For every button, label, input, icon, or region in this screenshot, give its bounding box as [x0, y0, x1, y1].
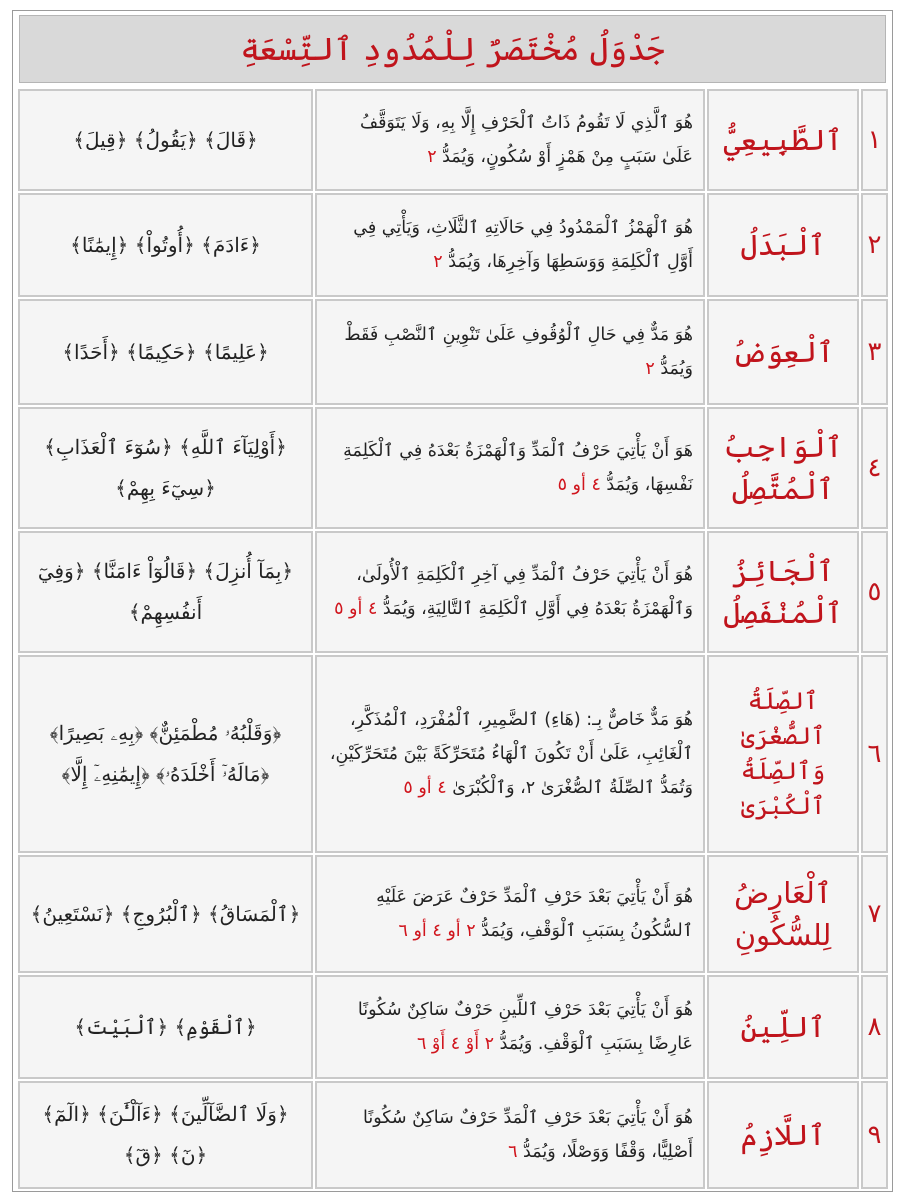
row-number-cell [861, 299, 888, 405]
madd-name: ٱلْعِوَضُ [732, 334, 834, 369]
examples-cell [18, 531, 313, 653]
examples-text: ﴿بِمَآ أُنزِلَ﴾ ﴿قَالُوٓاْ ءَامَنَّا﴾ ﴿وَفِيٓ أَنفُسِهِمْ﴾ [37, 559, 294, 624]
madd-name: ٱلطَّبِيعِيُّ [723, 122, 843, 157]
madd-name-cell [707, 299, 859, 405]
row-number-cell [861, 89, 888, 191]
examples-cell [18, 1081, 313, 1189]
madd-name: ٱلْبَدَلُ [740, 227, 826, 262]
count-values: ٢ [433, 252, 443, 272]
examples-cell [18, 299, 313, 405]
definition-cell [315, 1081, 705, 1189]
row-number-cell [861, 975, 888, 1079]
definition-cell [315, 975, 705, 1079]
madd-name-cell [707, 407, 859, 529]
row-number-cell [861, 1081, 888, 1189]
examples-cell [18, 655, 313, 853]
examples-cell [18, 407, 313, 529]
page-title: جَدْوَلُ مُخْتَصَرٌ لِلْمُدُودِ ٱلتِّسْعَةِ [240, 30, 665, 68]
table-row [18, 655, 888, 853]
row-number: ٨ [867, 1012, 882, 1042]
row-number-cell [861, 407, 888, 529]
row-number: ٤ [867, 453, 882, 483]
table-row [18, 855, 888, 973]
count-values: ٢ أَوْ ٤ أَوْ ٦ [416, 1034, 495, 1054]
table-row [18, 1081, 888, 1189]
definition-text: هُوَ أَنْ يَأْتِيَ بَعْدَ حَرْفِ ٱلْمَدِّ حَرْفٌ عَرَضَ عَلَيْهِ ٱلسُّكُونُ بِسَبَبِ ٱلْوَقْفِ، وَيُمَدُّ [376, 886, 693, 941]
madd-name-cell [707, 89, 859, 191]
examples-text: ﴿عَلِيمًا﴾ ﴿حَكِيمًا﴾ ﴿أَحَدًا﴾ [62, 339, 269, 364]
row-number: ٦ [867, 739, 882, 769]
definition-cell [315, 299, 705, 405]
madd-table [18, 89, 888, 1189]
madd-name-cell [707, 531, 859, 653]
table-row [18, 193, 888, 297]
madd-name: ٱلْوَاجِبُ ٱلْمُتَّصِلُ [723, 429, 843, 506]
table-row [18, 407, 888, 529]
madd-name: ٱلْعَارِضُ لِلسُّكُونِ [734, 875, 832, 952]
definition-text: هُوَ أَنْ يَأْتِيَ بَعْدَ حَرْفِ ٱللِّينِ حَرْفٌ سَاكِنٌ سُكُونًا عَارِضًا بِسَبَبِ ٱلْوَقْفِ. وَيُمَدُّ [357, 999, 693, 1054]
count-values: ٦ [508, 1142, 518, 1162]
row-number: ٥ [867, 577, 882, 607]
definition-text: هُوَ أَنْ يَأْتِيَ حَرْفُ ٱلْمَدِّ فِي آخِرِ ٱلْكَلِمَةِ ٱلْأُولَىٰ، وَٱلْهَمْزَةُ بَعْدَهُ فِي أَوَّلِ ٱلْكَلِمَةِ ٱلتَّالِيَةِ، وَيُمَدُّ [356, 564, 693, 619]
examples-cell [18, 975, 313, 1079]
definition-cell [315, 407, 705, 529]
definition-cell [315, 89, 705, 191]
examples-text: ﴿وَلَا ٱلضَّآلِّينَ﴾ ﴿ءَآلْـَٰٔنَ﴾ ﴿الٓمٓ﴾ ﴿نٓ﴾ ﴿قٓ﴾ [42, 1102, 289, 1167]
definition-cell [315, 855, 705, 973]
row-number: ٣ [867, 337, 882, 367]
count-values: ٤ أو ٥ [334, 599, 378, 619]
row-number-cell [861, 193, 888, 297]
definition-text: هُوَ ٱلَّذِي لَا تَقُومُ ذَاتُ ٱلْحَرْفِ إِلَّا بِهِ، وَلَا يَتَوَقَّفُ عَلَىٰ سَبَبٍ مِنْ هَمْزٍ أَوْ سُكُونٍ، وَيُمَدُّ [359, 112, 693, 167]
definition-cell [315, 193, 705, 297]
examples-text: ﴿وَقَلْبُهُۥ مُطْمَئِنٌّ﴾ ﴿بِهِۦ بَصِيرًا﴾ ﴿مَالَهُۥٓ أَخْلَدَهُۥ﴾ ﴿إِيمَٰنِهِۦٓ إِلَّا﴾ [49, 721, 282, 786]
table-row [18, 975, 888, 1079]
madd-name-cell [707, 193, 859, 297]
definition-text: هُوَ ٱلْهَمْزُ ٱلْمَمْدُودُ فِي حَالَاتِهِ ٱلثَّلَاثِ، وَيَأْتِي فِي أَوَّلِ ٱلْكَلِمَةِ وَوَسَطِهَا وَآخِرِهَا، وَيُمَدُّ [353, 217, 693, 272]
examples-text: ﴿ءَادَمَ﴾ ﴿أُوتُواْ﴾ ﴿إِيمَٰنًا﴾ [70, 232, 261, 257]
madd-name-cell [707, 975, 859, 1079]
examples-text: ﴿أَوْلِيَآءَ ٱللَّهِ﴾ ﴿سُوٓءَ ٱلْعَذَابِ﴾ ﴿سِيٓءَ بِهِمْ﴾ [44, 435, 287, 500]
table-row [18, 299, 888, 405]
madd-name: ٱلْجَائِزُ ٱلْمُنْفَصِلُ [723, 553, 843, 630]
definition-text: هُوَ مَدٌّ فِي حَالِ ٱلْوُقُوفِ عَلَىٰ تَنْوِينِ ٱلنَّصْبِ فَقَطْ وَيُمَدُّ [344, 324, 693, 379]
count-values: ٢ [427, 147, 437, 167]
examples-cell [18, 855, 313, 973]
examples-cell [18, 193, 313, 297]
madd-name-cell [707, 655, 859, 853]
count-values: ٢ [645, 359, 655, 379]
examples-cell [18, 89, 313, 191]
madd-name-cell [707, 1081, 859, 1189]
definition-text: هُوَ مَدٌّ خَاصٌّ بِـ: (هَاءِ) ٱلضَّمِيرِ، ٱلْمُفْرَدِ، ٱلْمُذَكَّرِ، ٱلْغَائِبِ، عَلَىٰ أَنْ تَكُونَ ٱلْهَاءُ مُتَحَرِّكَةً بَيْنَ مُتَحَرِّكَيْنِ، وَتُمَدُّ ٱلصِّلَةُ ٱلصُّغْرَىٰ ٢، وَٱلْكُبْرَىٰ [329, 709, 693, 799]
definition-text: هَوَ أَنْ يَأْتِيَ حَرْفُ ٱلْمَدِّ وَٱلْهَمْزَةُ بَعْدَهُ فِي ٱلْكَلِمَةِ نَفْسِهَا، وَيُمَدُّ [343, 440, 693, 495]
examples-text: ﴿ٱلْمَسَاقُ﴾ ﴿ٱلْبُرُوجِ﴾ ﴿نَسْتَعِينُ﴾ [30, 901, 301, 926]
table-row [18, 89, 888, 191]
definition-cell [315, 655, 705, 853]
definition-text: هُوَ أَنْ يَأْتِيَ بَعْدَ حَرْفِ ٱلْمَدِّ حَرْفٌ سَاكِنٌ سُكُونًا أَصْلِيًّا، وَقْفًا وَوَصْلًا، وَيُمَدُّ [363, 1107, 693, 1162]
madd-name: ٱللَّازِمُ [740, 1117, 826, 1152]
row-number: ١ [867, 125, 882, 155]
count-values: ٤ أو ٥ [403, 778, 447, 799]
madd-name: ٱللِّينُ [740, 1009, 826, 1044]
row-number: ٢ [867, 230, 882, 260]
count-values: ٤ أو ٥ [557, 475, 601, 495]
row-number: ٧ [867, 899, 882, 929]
examples-text: ﴿ٱلْقَوْمِ﴾ ﴿ٱلْبَيْتَ﴾ [74, 1014, 257, 1039]
table-row [18, 531, 888, 653]
row-number: ٩ [867, 1120, 882, 1150]
row-number-cell [861, 855, 888, 973]
row-number-cell [861, 531, 888, 653]
examples-text: ﴿قَالَ﴾ ﴿يَقُولُ﴾ ﴿قِيلَ﴾ [73, 127, 258, 152]
madd-name-cell [707, 855, 859, 973]
row-number-cell [861, 655, 888, 853]
count-values: ٢ أو ٤ أو ٦ [398, 921, 476, 941]
madd-name: ٱلصِّلَةُ ٱلصُّغْرَىٰ وَٱلصِّلَةُ ٱلْكُبْرَىٰ [740, 687, 826, 820]
definition-cell [315, 531, 705, 653]
table-frame [12, 10, 893, 1192]
table-header [19, 15, 886, 83]
